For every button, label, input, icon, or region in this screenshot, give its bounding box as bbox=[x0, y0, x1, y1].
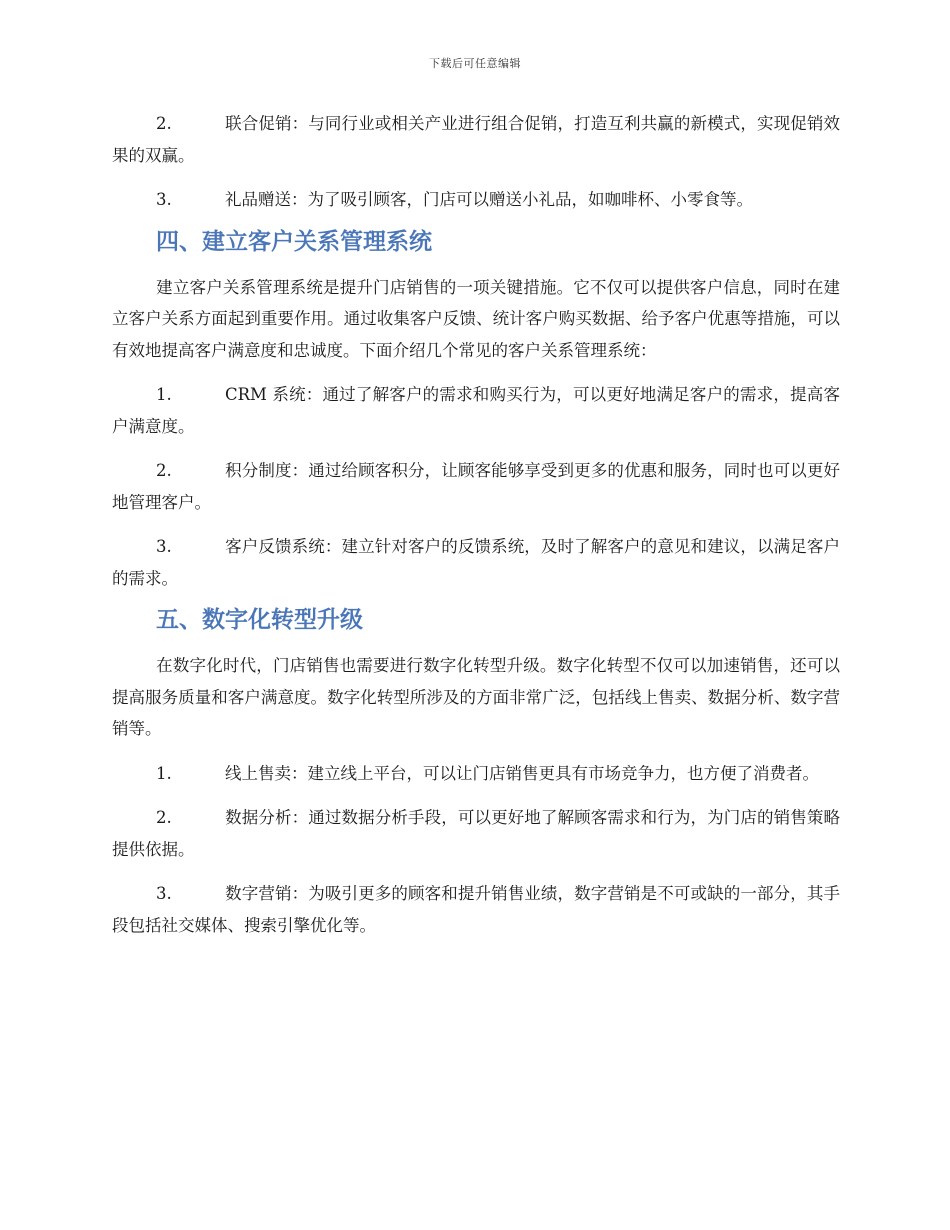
list-text: 积分制度：通过给顾客积分，让顾客能够享受到更多的优惠和服务，同时也可以更好地管理客户。 bbox=[112, 461, 840, 512]
list-text: 数字营销：为吸引更多的顾客和提升销售业绩，数字营销是不可或缺的一部分，其手段包括社交媒体、搜索引擎优化等。 bbox=[112, 884, 840, 935]
list-number: 1. bbox=[156, 763, 172, 783]
paragraph-text: 建立客户关系管理系统是提升门店销售的一项关键措施。它不仅可以提供客户信息，同时在建立客户关系方面起到重要作用。通过收集客户反馈、统计客户购买数据、给予客户优惠等措施，可以有效地提高客户满意度和忠诚度。下面介绍几个常见的客户关系管理系统： bbox=[112, 277, 840, 360]
list-text: 客户反馈系统：建立针对客户的反馈系统，及时了解客户的意见和建议，以满足客户的需求。 bbox=[112, 537, 840, 588]
list-text: 线上售卖：建立线上平台，可以让门店销售更具有市场竞争力，也方便了消费者。 bbox=[225, 763, 819, 783]
list-item bbox=[112, 455, 840, 518]
list-item bbox=[112, 758, 840, 790]
list-item bbox=[112, 379, 840, 442]
header-note: 下载后可任意编辑 bbox=[429, 57, 521, 70]
list-number: 3. bbox=[156, 537, 172, 556]
list-number: 2. bbox=[156, 808, 172, 827]
list-item bbox=[112, 531, 840, 594]
list-item bbox=[112, 184, 840, 216]
list-text: 礼品赠送：为了吸引顾客，门店可以赠送小礼品，如咖啡杯、小零食等。 bbox=[225, 190, 753, 209]
list-item bbox=[112, 802, 840, 865]
section-heading: 四、建立客户关系管理系统 bbox=[156, 228, 432, 255]
section-paragraph bbox=[112, 272, 840, 367]
list-text: 联合促销：与同行业或相关产业进行组合促销，打造互利共赢的新模式，实现促销效果的双赢。 bbox=[112, 114, 840, 165]
list-text: 数据分析：通过数据分析手段，可以更好地了解顾客需求和行为，为门店的销售策略提供依据。 bbox=[112, 808, 840, 859]
paragraph-text: 在数字化时代，门店销售也需要进行数字化转型升级。数字化转型不仅可以加速销售，还可以提高服务质量和客户满意度。数字化转型所涉及的方面非常广泛，包括线上售卖、数据分析、数字营销等。 bbox=[112, 656, 840, 738]
list-item bbox=[112, 878, 840, 941]
list-number: 1. bbox=[156, 385, 172, 404]
list-text: CRM 系统：通过了解客户的需求和购买行为，可以更好地满足客户的需求，提高客户满意度。 bbox=[112, 385, 840, 436]
section-paragraph bbox=[112, 650, 840, 745]
list-number: 3. bbox=[156, 190, 172, 209]
document-body bbox=[112, 108, 840, 941]
list-number: 3. bbox=[156, 884, 172, 903]
list-number: 2. bbox=[156, 114, 172, 133]
section-heading: 五、数字化转型升级 bbox=[156, 607, 363, 633]
list-item bbox=[112, 108, 840, 171]
list-number: 2. bbox=[156, 461, 172, 480]
